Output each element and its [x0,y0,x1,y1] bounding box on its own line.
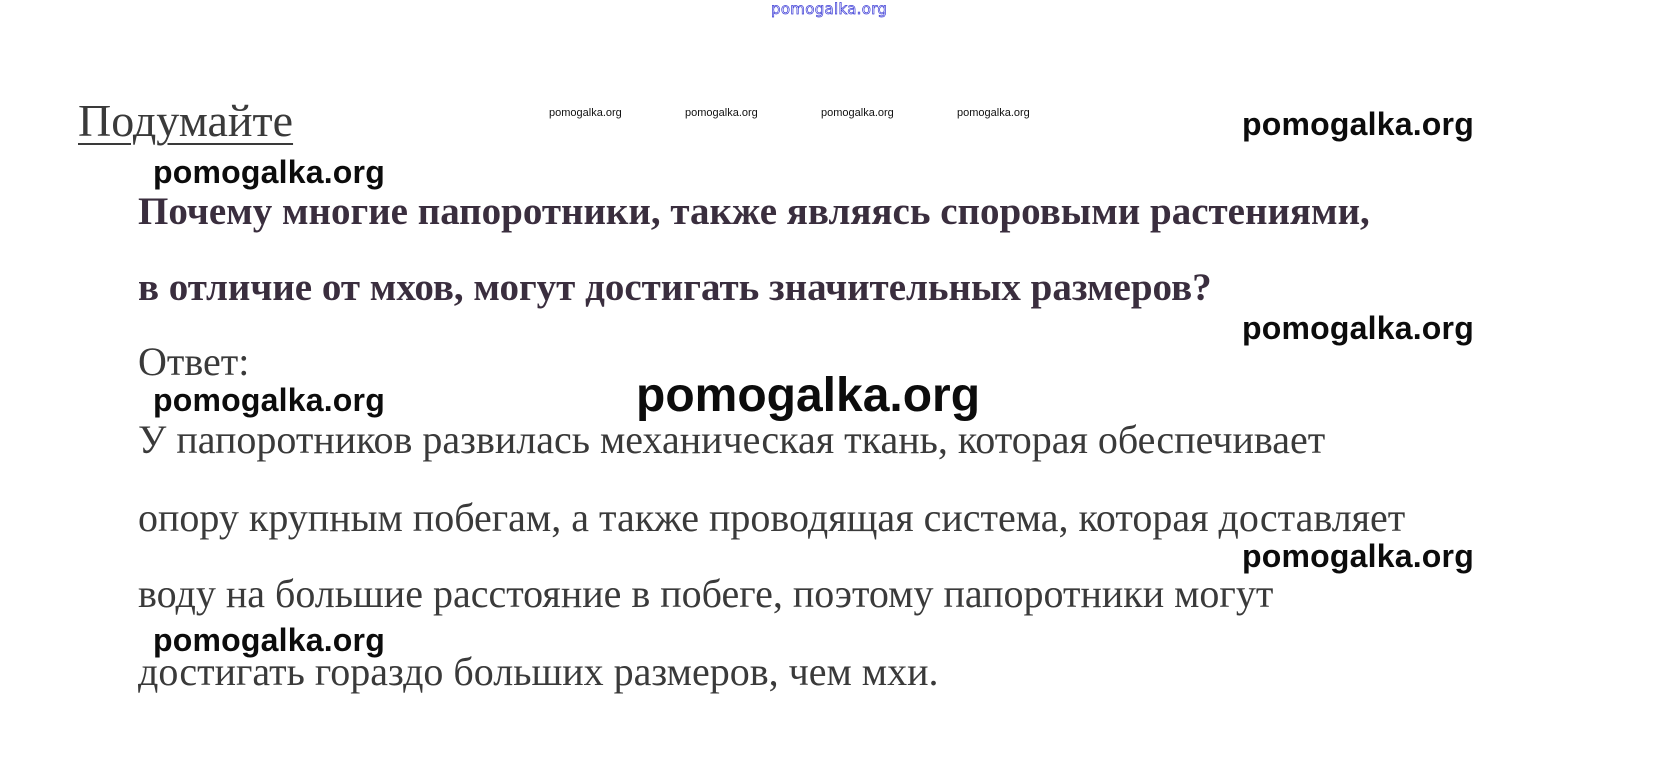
watermark: pomogalka.org [153,154,385,190]
watermark-small-4: pomogalka.org [957,107,1030,119]
answer-line-1: У папоротников развилась механическая ткань, которая обеспечивает [138,417,1326,462]
watermark-small-1: pomogalka.org [549,107,622,119]
site-link[interactable]: pomogalka.org [771,0,888,18]
watermark: pomogalka.org [1242,106,1474,142]
question-line-2: в отличие от мхов, могут достигать значительных размеров? [138,266,1212,309]
page-heading: Подумайте [78,95,294,146]
watermark-small-2: pomogalka.org [685,107,758,119]
watermark: pomogalka.org [1242,538,1474,574]
watermark-small-3: pomogalka.org [821,107,894,119]
answer-label: Ответ: [138,339,250,384]
answer-line-2: опору крупным побегам, а также проводящая система, которая доставляет [138,495,1406,540]
answer-line-3: воду на большие расстояние в побеге, поэтому папоротники могут [138,571,1274,616]
watermark: pomogalka.org [153,622,385,658]
answer-line-4: достигать гораздо больших размеров, чем мхи. [138,649,939,694]
watermark-large: pomogalka.org [636,369,981,422]
watermark: pomogalka.org [1242,310,1474,346]
question-line-1: Почему многие папоротники, также являясь споровыми растениями, [138,190,1370,233]
watermark: pomogalka.org [153,382,385,418]
